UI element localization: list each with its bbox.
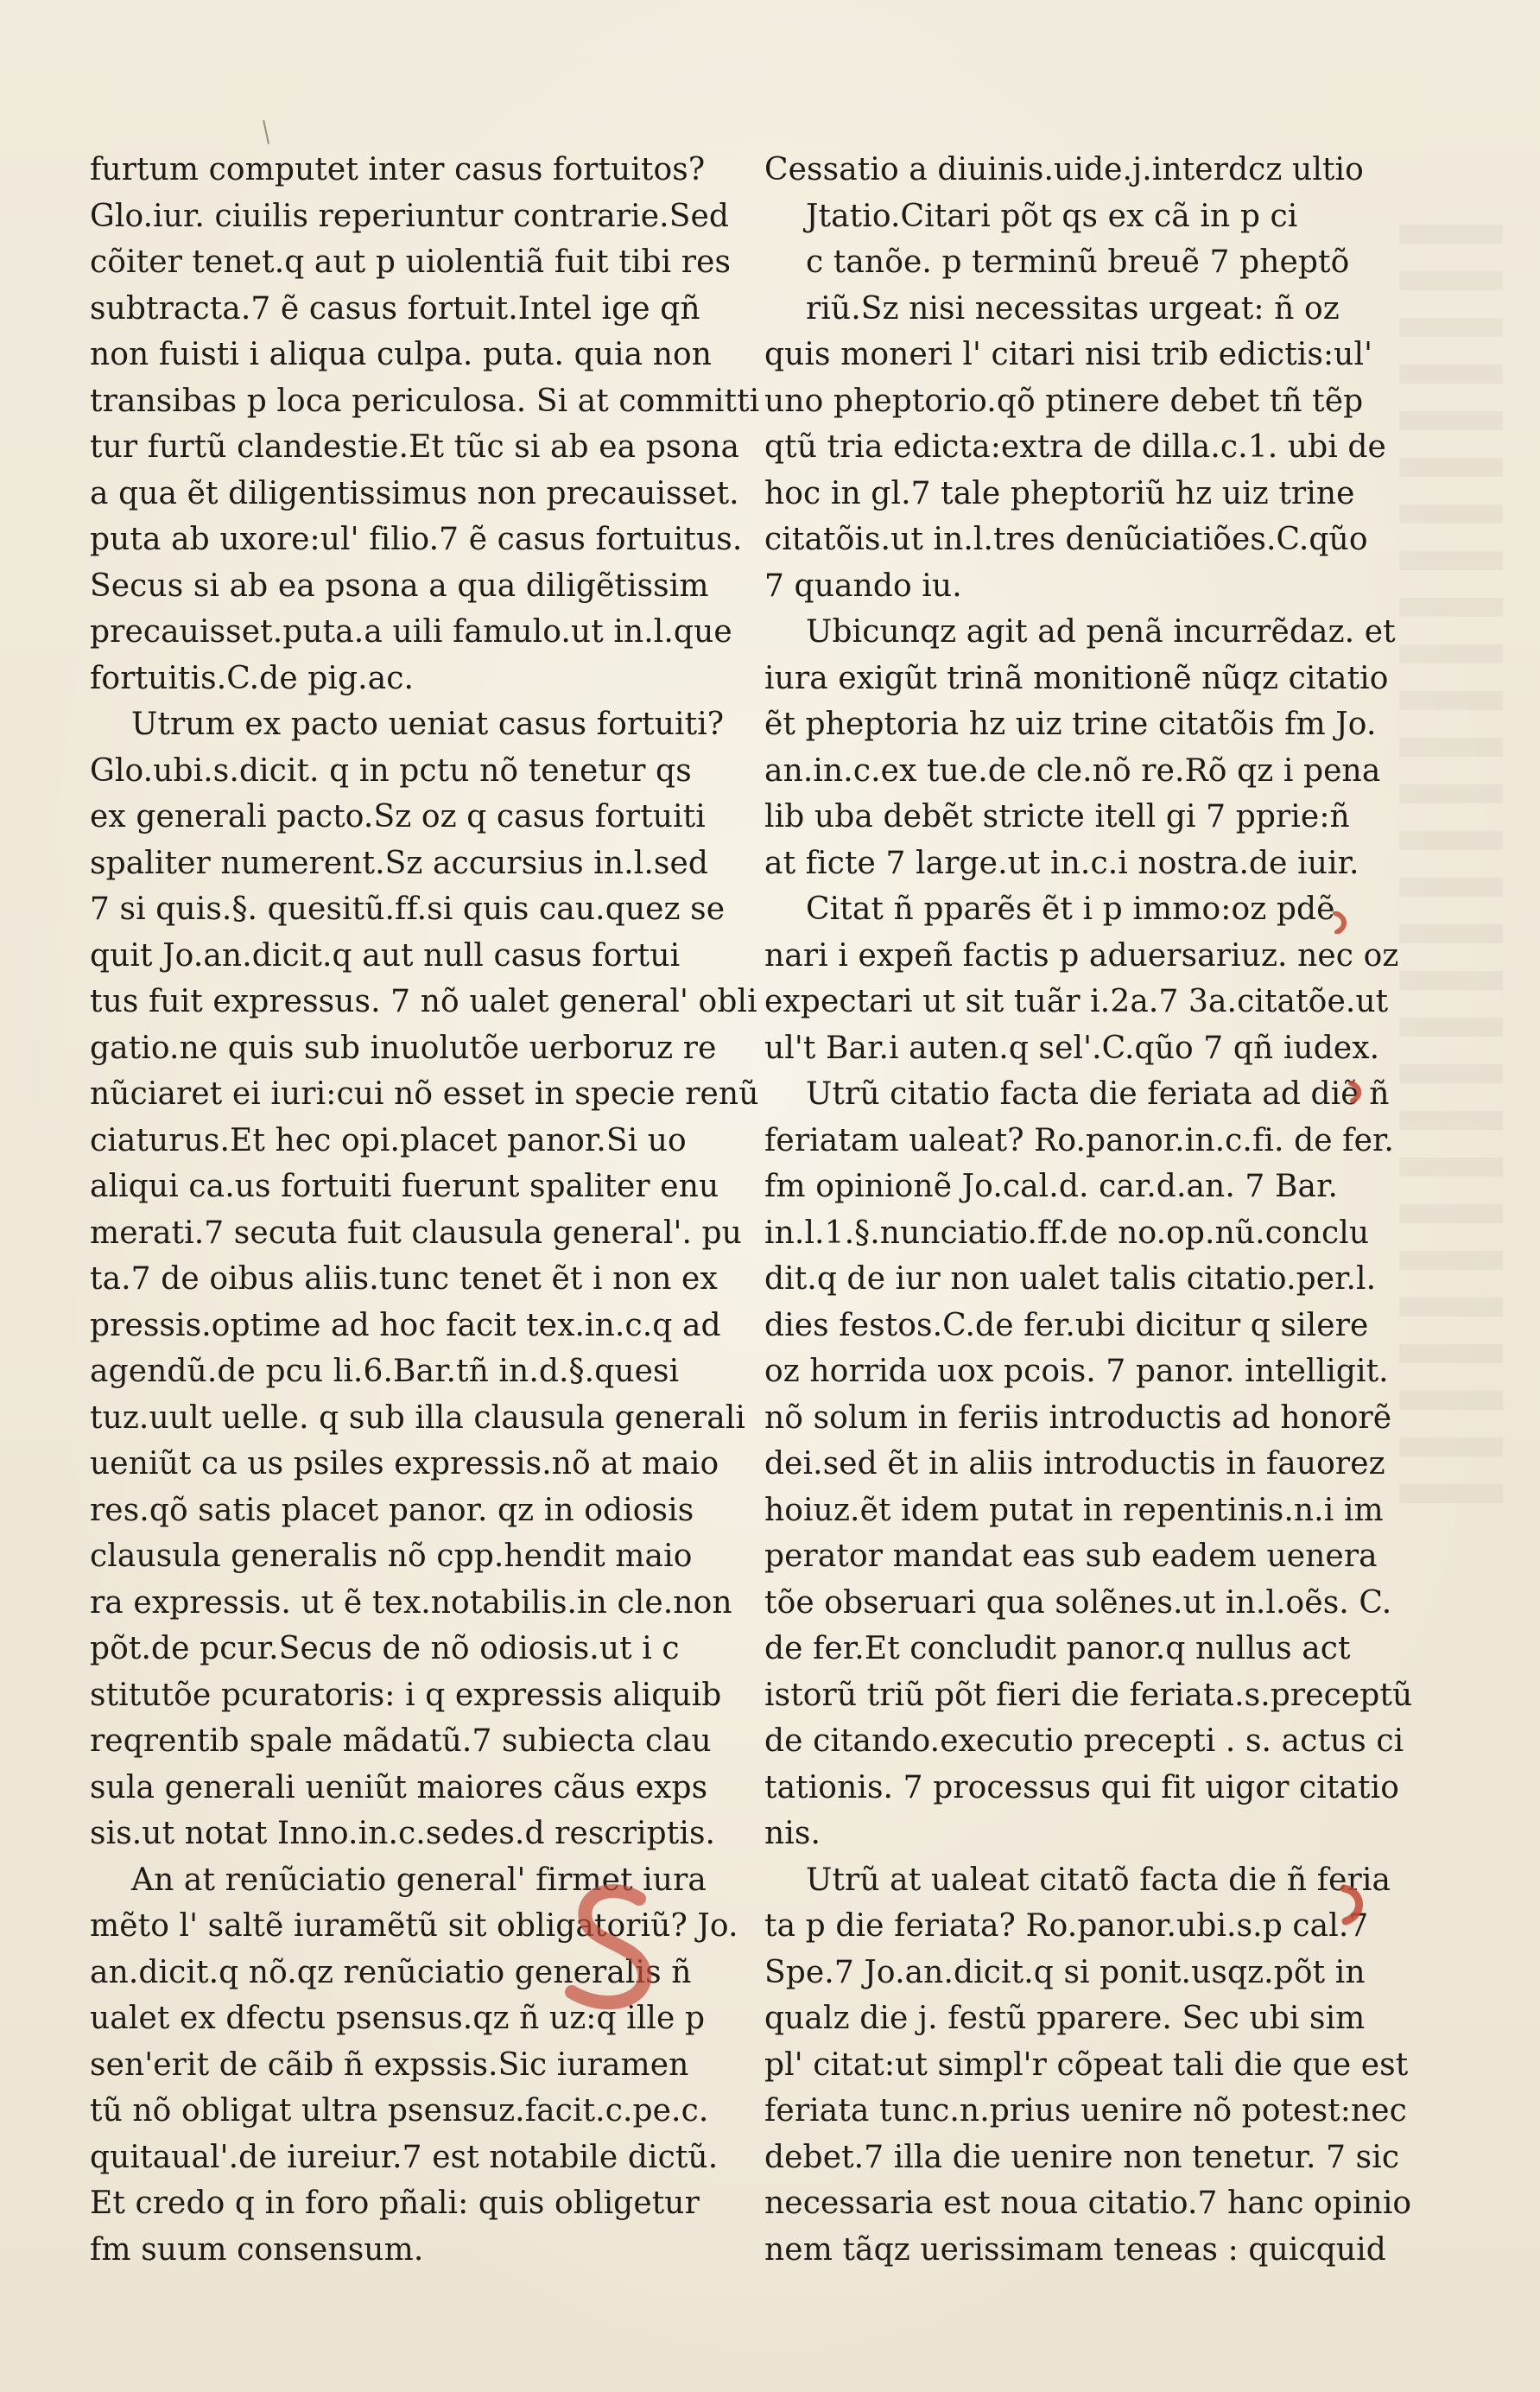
text-line: 7 quando iu. xyxy=(764,568,962,604)
text-line: dies festos.C.de fer.ubi dicitur q silere xyxy=(764,1307,1369,1343)
text-line: merati.7 secuta fuit clausula general'. pu xyxy=(90,1215,742,1251)
text-line: Et credo q in foro pñali: quis obligetur xyxy=(90,2186,700,2221)
text-line: ueniũt ca us psiles expressis.nõ at maio xyxy=(90,1446,719,1482)
text-line: An at renũciatio general' firmet iura xyxy=(131,1862,707,1898)
text-line: nõ solum in feriis introductis ad honorẽ xyxy=(764,1399,1392,1436)
text-line: ex generali pacto.Sz oz q casus fortuiti xyxy=(90,799,706,834)
text-line: an.dicit.q nõ.qz renũciatio generalis ñ xyxy=(90,1954,692,1990)
text-line: tus fuit expressus. 7 nõ ualet general' obli xyxy=(90,984,757,1019)
rubric-mark xyxy=(1337,1883,1368,1926)
text-line: tõe obseruari qua solẽnes.ut in.l.oẽs. C. xyxy=(764,1584,1392,1621)
text-line: Cessatio a diuinis.uide.j.interdcz ultio xyxy=(764,152,1364,187)
text-line: Glo.iur. ciuilis reperiuntur contrarie.Sed xyxy=(90,198,730,234)
text-line: dei.sed ẽt in aliis introductis in fauorez xyxy=(764,1446,1385,1482)
text-line: dit.q de iur non ualet talis citatio.per.l. xyxy=(764,1261,1377,1297)
text-line: aliqui ca.us fortuiti fuerunt spaliter enu xyxy=(90,1169,719,1204)
text-line: ul't Bar.i auten.q sel'.C.qũo 7 qñ iudex. xyxy=(764,1030,1380,1066)
text-line: fm opinionẽ Jo.cal.d. car.d.an. 7 Bar. xyxy=(764,1169,1338,1204)
text-line: tationis. 7 processus qui fit uigor citatio xyxy=(764,1769,1400,1805)
pen-mark xyxy=(263,118,276,143)
text-line: quit Jo.an.dicit.q aut null casus fortui xyxy=(90,937,681,974)
text-line: quis moneri l' citari nisi trib edictis:ul' xyxy=(764,337,1373,372)
text-line: ciaturus.Et hec opi.placet panor.Si uo xyxy=(90,1122,687,1158)
text-line: Secus si ab ea psona a qua diligẽtissim xyxy=(90,568,709,604)
text-line: lib uba debẽt stricte itell gi 7 pprie:ñ xyxy=(764,799,1350,834)
text-line: perator mandat eas sub eadem uenera xyxy=(764,1539,1378,1574)
text-line: cõiter tenet.q aut p uiolentiã fuit tibi res xyxy=(90,244,732,280)
text-line: istorũ triũ põt fieri die feriata.s.preceptũ xyxy=(764,1677,1413,1713)
text-line: nũciaret ei iuri:cui nõ esset in specie renũ xyxy=(90,1076,759,1112)
rubric-mark xyxy=(1347,1080,1365,1104)
text-line: hoiuz.ẽt idem putat in repentinis.n.i im xyxy=(764,1492,1384,1528)
text-line: tũ nõ obligat ultra psensuz.facit.c.pe.c. xyxy=(90,2093,709,2129)
text-line: tuz.uult uelle. q sub illa clausula generali xyxy=(90,1399,745,1436)
text-line: tur furtũ clandestie.Et tũc si ab ea psona xyxy=(90,429,740,465)
text-line: qtũ tria edicta:extra de dilla.c.1. ubi de xyxy=(764,429,1386,465)
right-column xyxy=(764,147,1413,2273)
text-line: uno pheptorio.qõ ptinere debet tñ tẽp xyxy=(764,383,1364,419)
text-line: qualz die j. festũ pparere. Sec ubi sim xyxy=(764,2001,1366,2036)
text-line: de citando.executio precepti . s. actus ci xyxy=(764,1723,1404,1759)
text-line: puta ab uxore:ul' filio.7 ẽ casus fortuitus. xyxy=(90,522,743,557)
text-line: expectari ut sit tuãr i.2a.7 3a.citatõe.ut xyxy=(764,984,1389,1019)
rubric-mark xyxy=(1330,911,1349,934)
rubric-initial-mark xyxy=(555,1883,667,2013)
text-line: Utrũ citatio facta die feriata ad diẽ ñ xyxy=(806,1076,1390,1112)
text-line: feriatam ualeat? Ro.panor.in.c.fi. de fer. xyxy=(764,1122,1394,1158)
text-line: sen'erit de cãib ñ expssis.Sic iuramen xyxy=(90,2046,689,2083)
text-line: reqrentib spale mãdatũ.7 subiecta clau xyxy=(90,1723,712,1759)
text-line: quitaual'.de iureiur.7 est notabile dictũ. xyxy=(90,2139,719,2175)
text-line: fortuitis.C.de pig.ac. xyxy=(90,660,415,696)
text-line: ẽt pheptoria hz uiz trine citatõis fm Jo. xyxy=(764,707,1377,742)
text-line: a qua ẽt diligentissimus non precauisset. xyxy=(90,475,739,511)
text-line: agendũ.de pcu li.6.Bar.tñ in.d.§.quesi xyxy=(90,1354,680,1389)
text-line: at ficte 7 large.ut in.c.i nostra.de iuir. xyxy=(764,845,1359,881)
text-line: gatio.ne quis sub inuolutõe uerboruz re xyxy=(90,1030,717,1066)
text-line: sula generali ueniũt maiores cãus exps xyxy=(90,1769,708,1805)
text-line: c tanõe. p terminũ breuẽ 7 pheptõ xyxy=(806,244,1350,280)
text-line: subtracta.7 ẽ casus fortuit.Intel ige qñ xyxy=(90,290,700,327)
text-line: iura exigũt trinã monitionẽ nũqz citatio xyxy=(764,660,1389,696)
text-line: spaliter numerent.Sz accursius in.l.sed xyxy=(90,845,709,881)
text-line: mẽto l' saltẽ iuramẽtũ sit obligatoriũ? Jo. xyxy=(90,1908,738,1944)
text-line: pl' citat:ut simpl'r cõpeat tali die que est xyxy=(764,2046,1409,2083)
text-line: in.l.1.§.nunciatio.ff.de no.op.nũ.conclu xyxy=(764,1215,1370,1251)
text-line: 7 si quis.§. quesitũ.ff.si quis cau.quez se xyxy=(90,891,726,927)
text-line: transibas p loca periculosa. Si at committi xyxy=(90,383,760,419)
text-line: citatõis.ut in.l.tres denũciatiões.C.qũo xyxy=(764,522,1368,557)
text-line: ualet ex dfectu psensus.qz ñ uz:q ille p xyxy=(90,2001,706,2036)
text-line: clausula generalis nõ cpp.hendit maio xyxy=(90,1539,693,1574)
text-line: an.in.c.ex tue.de cle.nõ re.Rõ qz i pena xyxy=(764,752,1381,789)
text-line: pressis.optime ad hoc facit tex.in.c.q ad xyxy=(90,1307,721,1343)
text-line: Utrum ex pacto ueniat casus fortuiti? xyxy=(131,707,725,742)
text-line: ta p die feriata? Ro.panor.ubi.s.p cal.7 xyxy=(764,1908,1369,1944)
text-line: ra expressis. ut ẽ tex.notabilis.in cle.non xyxy=(90,1584,732,1621)
text-line: feriata tunc.n.prius uenire nõ potest:nec xyxy=(764,2093,1407,2129)
text-line: stitutõe pcuratoris: i q expressis aliquib xyxy=(90,1677,722,1713)
text-line: necessaria est noua citatio.7 hanc opinio xyxy=(764,2186,1412,2221)
text-line: põt.de pcur.Secus de nõ odiosis.ut i c xyxy=(90,1631,680,1666)
text-line: ta.7 de oibus aliis.tunc tenet ẽt i non ex xyxy=(90,1261,718,1297)
bleed-through-text xyxy=(1399,225,1503,1520)
text-line: precauisset.puta.a uili famulo.ut in.l.que xyxy=(90,614,732,650)
text-line: Jtatio.Citari põt qs ex cã in p ci xyxy=(806,198,1298,234)
text-line: nis. xyxy=(764,1816,821,1851)
text-line: fm suum consensum. xyxy=(90,2231,424,2268)
text-line: nem tãqz uerissimam teneas : quicquid xyxy=(764,2231,1386,2268)
text-line: de fer.Et concludit panor.q nullus act xyxy=(764,1631,1351,1666)
text-line: Citat ñ pparẽs ẽt i p immo:oz pdẽ xyxy=(806,891,1335,927)
text-line: debet.7 illa die uenire non tenetur. 7 sic xyxy=(764,2139,1400,2175)
text-line: oz horrida uox pcois. 7 panor. intelligit. xyxy=(764,1354,1389,1389)
text-line: sis.ut notat Inno.in.c.sedes.d rescriptis. xyxy=(90,1816,716,1851)
text-line: nari i expeñ factis p aduersariuz. nec oz xyxy=(764,937,1399,974)
text-line: Glo.ubi.s.dicit. q in pctu nõ tenetur qs xyxy=(90,752,692,789)
text-line: hoc in gl.7 tale pheptoriũ hz uiz trine xyxy=(764,475,1355,511)
text-line: Spe.7 Jo.an.dicit.q si ponit.usqz.põt in xyxy=(764,1954,1366,1990)
text-line: res.qõ satis placet panor. qz in odiosis xyxy=(90,1492,694,1528)
text-line: Utrũ at ualeat citatõ facta die ñ feria xyxy=(806,1862,1391,1898)
text-line: riũ.Sz nisi necessitas urgeat: ñ oz xyxy=(806,290,1340,327)
text-line: non fuisti i aliqua culpa. puta. quia non xyxy=(90,337,713,372)
text-line: Ubicunqz agit ad penã incurrẽdaz. et xyxy=(806,614,1396,650)
text-line: furtum computet inter casus fortuitos? xyxy=(90,152,706,187)
